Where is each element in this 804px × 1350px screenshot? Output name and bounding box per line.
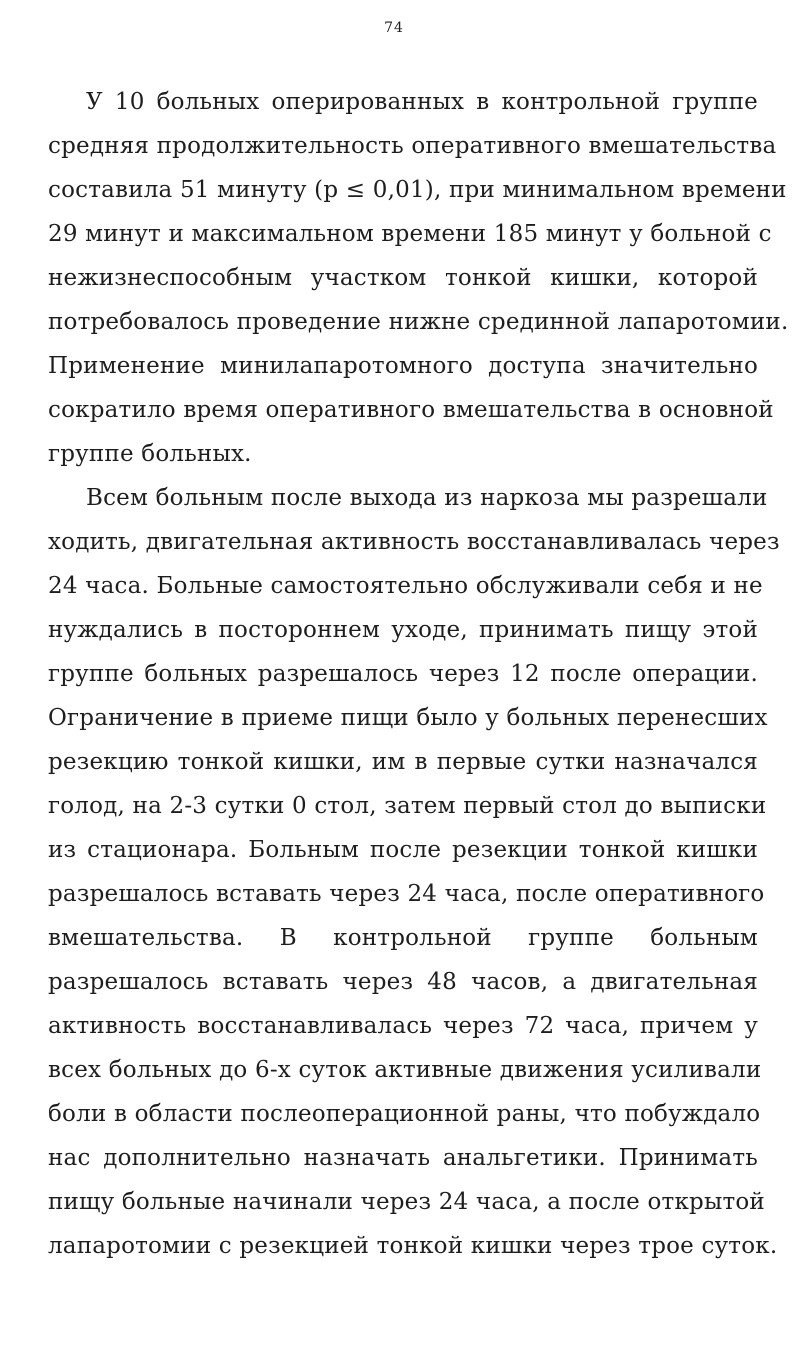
paragraph-1 xyxy=(48,84,789,480)
page-number: 74 xyxy=(384,20,404,36)
text-line: средняя продолжительность оперативного вмешательства xyxy=(48,133,777,159)
text-line: разрешалось вставать через 24 часа, после оперативного xyxy=(48,881,765,907)
text-line: разрешалось вставать через 48 часов, а двигательная xyxy=(48,969,758,995)
text-line: группе больных разрешалось через 12 после операции. xyxy=(48,661,758,687)
body-text xyxy=(48,84,789,1272)
text-line: из стационара. Больным после резекции тонкой кишки xyxy=(48,837,758,863)
text-line: нуждались в постороннем уходе, принимать пищу этой xyxy=(48,617,758,643)
text-line: Ограничение в приеме пищи было у больных перенесших xyxy=(48,705,768,731)
text-line: 29 минут и максимальном времени 185 минут у больной с xyxy=(48,221,772,247)
text-line: нас дополнительно назначать анальгетики. Принимать xyxy=(48,1145,758,1171)
text-line: группе больных. xyxy=(48,441,252,467)
text-line: резекцию тонкой кишки, им в первые сутки назначался xyxy=(48,749,758,775)
text-line: голод, на 2-3 сутки 0 стол, затем первый стол до выписки xyxy=(48,793,767,819)
text-line: Всем больным после выхода из наркоза мы разрешали xyxy=(86,485,768,511)
text-line: лапаротомии с резекцией тонкой кишки через трое суток. xyxy=(48,1233,778,1259)
text-line: 24 часа. Больные самостоятельно обслуживали себя и не xyxy=(48,573,763,599)
paragraph-2 xyxy=(48,480,780,1272)
text-line: составила 51 минуту (p ≤ 0,01), при минимальном времени xyxy=(48,177,787,203)
text-line: Применение минилапаротомного доступа значительно xyxy=(48,353,758,379)
text-line: потребовалось проведение нижне срединной лапаротомии. xyxy=(48,309,789,335)
text-line: пищу больные начинали через 24 часа, а после открытой xyxy=(48,1189,765,1215)
text-line: ходить, двигательная активность восстанавливалась через xyxy=(48,529,780,555)
text-line: нежизнеспособным участком тонкой кишки, которой xyxy=(48,265,758,291)
text-line: сократило время оперативного вмешательства в основной xyxy=(48,397,774,423)
text-line: боли в области послеоперационной раны, что побуждало xyxy=(48,1101,761,1127)
text-line: активность восстанавливалась через 72 часа, причем у xyxy=(48,1013,758,1039)
text-line: всех больных до 6-х суток активные движения усиливали xyxy=(48,1057,762,1083)
text-line: вмешательства. В контрольной группе больным xyxy=(48,925,758,951)
text-line: У 10 больных оперированных в контрольной группе xyxy=(86,89,758,115)
